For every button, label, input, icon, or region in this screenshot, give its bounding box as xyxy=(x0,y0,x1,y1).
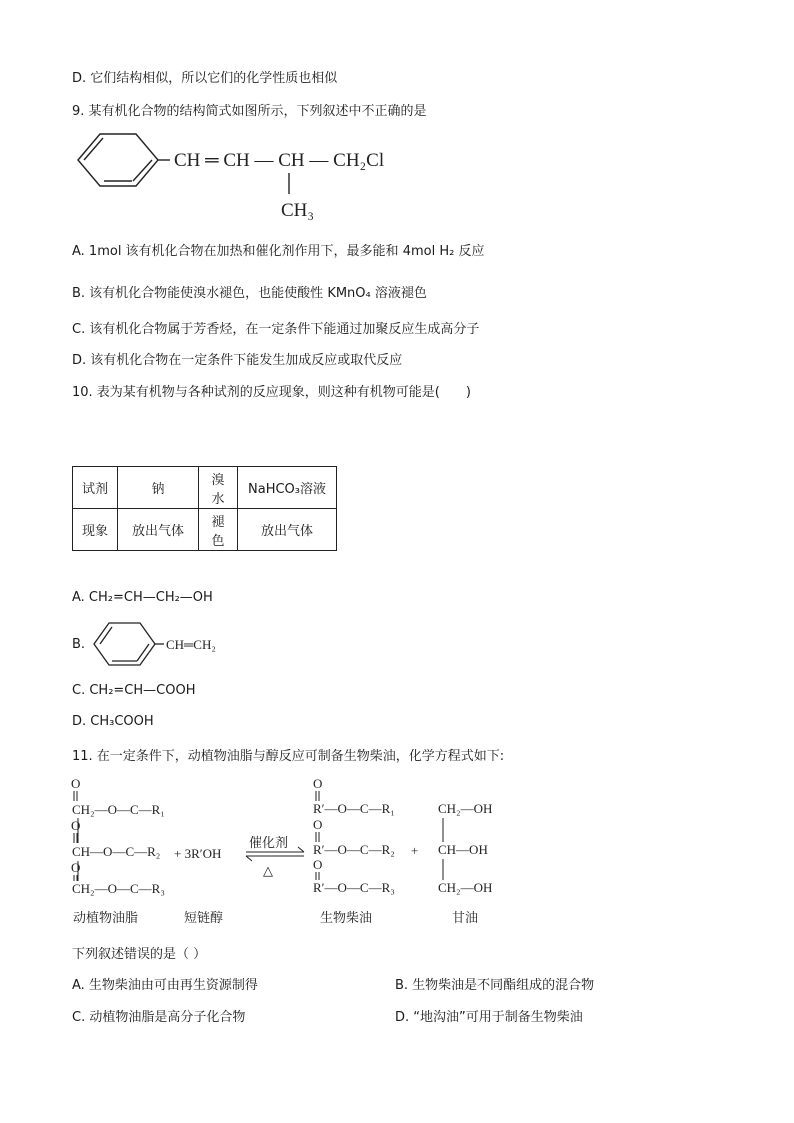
q11-option-c: C. 动植物油脂是高分子化合物 xyxy=(72,1010,246,1025)
carbonyl-o: O xyxy=(71,776,81,791)
q8-option-d: D. 它们结构相似，所以它们的化学性质也相似 xyxy=(72,71,338,86)
table-cell: 放出气体 xyxy=(238,509,337,551)
glycerol-row-3: CH₂—OH xyxy=(438,880,493,895)
q11-option-d: D. “地沟油”可用于制备生物柴油 xyxy=(395,1010,583,1025)
carbonyl-o: O xyxy=(313,817,323,832)
label-biodiesel: 生物柴油 xyxy=(320,911,373,926)
catalyst-label: 催化剂 xyxy=(249,836,289,851)
q10-option-d: D. CH₃COOH xyxy=(72,714,154,729)
glycerol-row-1: CH₂—OH xyxy=(438,801,493,816)
table-row xyxy=(73,509,337,551)
q9-chain-text: CH ═ CH — CH — CH₂Cl xyxy=(174,150,385,171)
plus-sign: + xyxy=(411,843,419,858)
table-cell: 现象 xyxy=(73,509,118,551)
carbonyl-o: O xyxy=(313,776,323,791)
q11-option-b: B. 生物柴油是不同酯组成的混合物 xyxy=(395,978,595,993)
q11-option-a: A. 生物柴油由可由再生资源制得 xyxy=(72,978,258,993)
table-cell: 钠 xyxy=(118,467,199,509)
table-cell: 溴水 xyxy=(199,467,238,509)
benzene-ring-icon xyxy=(94,623,164,665)
q10-reaction-table xyxy=(72,466,337,551)
heat-label: △ xyxy=(263,863,273,878)
table-row xyxy=(73,467,337,509)
carbonyl-o: O xyxy=(313,857,323,872)
q9-stem: 9. 某有机化合物的结构简式如图所示，下列叙述中不正确的是 xyxy=(72,104,427,119)
carbonyl-o: O xyxy=(71,860,81,875)
q10-stem: 10. 表为某有机物与各种试剂的反应现象，则这种有机物可能是( ) xyxy=(72,385,471,400)
q9-option-c: C. 该有机化合物属于芳香烃，在一定条件下能通过加聚反应生成高分子 xyxy=(72,322,480,337)
carbonyl-o: O xyxy=(71,818,81,833)
label-alcohol: 短链醇 xyxy=(184,911,224,926)
table-cell: NaHCO₃溶液 xyxy=(238,467,337,509)
q10-option-a: A. CH₂=CH—CH₂—OH xyxy=(72,590,213,605)
q9-option-b: B. 该有机化合物能使溴水褪色，也能使酸性 KMnO₄ 溶液褪色 xyxy=(72,286,427,301)
diesel-row-1: R′—O—C—R₁ xyxy=(313,801,395,816)
q10-option-b-structure xyxy=(92,620,242,670)
glycerol-row-2: CH—OH xyxy=(438,842,488,857)
q10-option-b-group: CH═CH₂ xyxy=(166,637,216,652)
label-oil: 动植物油脂 xyxy=(73,911,139,926)
benzene-ring-icon xyxy=(78,134,170,186)
q10-option-b-label: B. xyxy=(72,637,86,652)
table-cell: 试剂 xyxy=(73,467,118,509)
oil-row-2: CH—O—C—R₂ xyxy=(72,844,161,859)
q11-prompt: 下列叙述错误的是（ ） xyxy=(72,947,207,962)
q10-option-c: C. CH₂=CH—COOH xyxy=(72,683,196,698)
q11-reaction-equation xyxy=(66,775,516,935)
q11-stem: 11. 在一定条件下，动植物油脂与醇反应可制备生物柴油，化学方程式如下: xyxy=(72,749,505,764)
q9-branch-text: CH₃ xyxy=(281,200,315,221)
oil-row-1: CH₂—O—C—R₁ xyxy=(72,802,165,817)
q9-structure xyxy=(70,128,400,223)
diesel-row-2: R′—O—C—R₂ xyxy=(313,842,395,857)
diesel-row-3: R′—O—C—R₃ xyxy=(313,880,395,895)
oil-row-3: CH₂—O—C—R₃ xyxy=(72,881,165,896)
q9-option-a: A. 1mol 该有机化合物在加热和催化剂作用下，最多能和 4mol H₂ 反应 xyxy=(72,244,485,259)
q9-option-d: D. 该有机化合物在一定条件下能发生加成反应或取代反应 xyxy=(72,353,403,368)
table-cell: 放出气体 xyxy=(118,509,199,551)
alcohol: + 3R′OH xyxy=(174,846,222,861)
label-glycerol: 甘油 xyxy=(452,911,479,926)
table-cell: 褪色 xyxy=(199,509,238,551)
